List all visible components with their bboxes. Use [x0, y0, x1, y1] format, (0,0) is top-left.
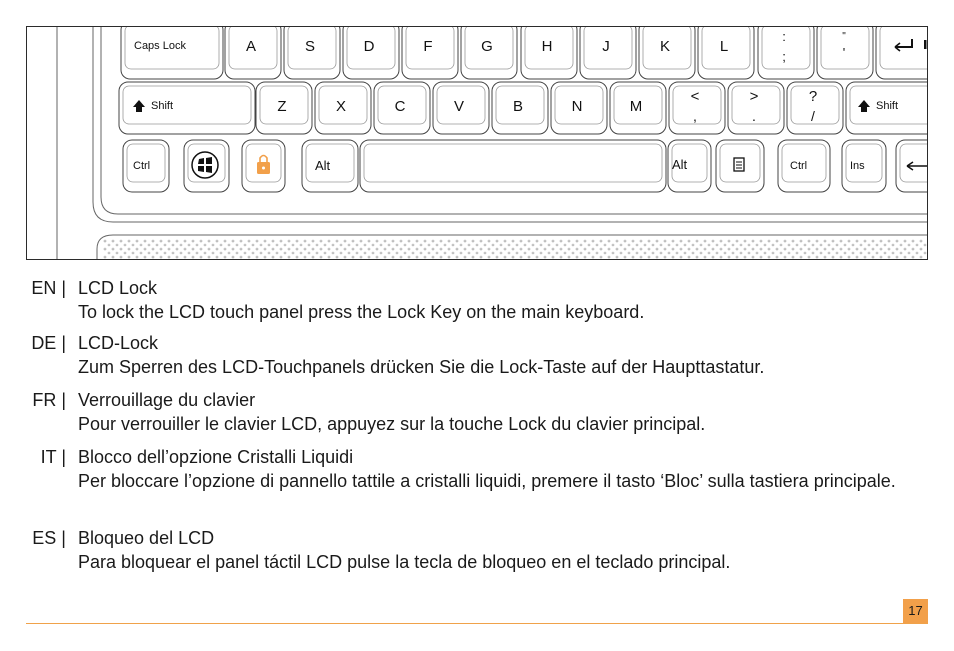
key-label: N [571, 98, 583, 115]
key-letter [256, 82, 312, 134]
key-label: L [719, 38, 729, 55]
key-label: K [659, 38, 671, 55]
key-label: H [541, 38, 553, 55]
key-label: A [245, 38, 257, 55]
key-ctrl-left [123, 140, 169, 192]
key-menu [716, 140, 764, 192]
key-letter [610, 82, 666, 134]
key-label: M [629, 98, 643, 115]
key-label: J [602, 38, 610, 55]
key-label: G [481, 38, 493, 55]
language-code: DE | [31, 333, 66, 353]
key-label: Caps Lock [134, 40, 186, 52]
key-label: B [512, 98, 524, 115]
key-label: C [394, 98, 406, 115]
key-letter [315, 82, 371, 134]
key-label: F [423, 38, 433, 55]
speaker-grille [103, 239, 928, 260]
key-label: Ctrl [790, 160, 808, 172]
key-ins [842, 140, 886, 192]
key-label: , [693, 108, 697, 124]
key-label: : [782, 29, 786, 44]
key-lock [242, 140, 285, 192]
key-punct [787, 82, 843, 134]
keyboard-illustration [26, 26, 928, 260]
section-title: Blocco dell’opzione Cristalli Liquidi [78, 447, 354, 467]
key-shift-right [846, 82, 928, 134]
key-punct [728, 82, 784, 134]
key-letter [698, 27, 754, 79]
footer-rule [26, 623, 928, 624]
key-label: X [335, 98, 347, 115]
language-code: IT | [40, 447, 66, 467]
key-enter [876, 27, 928, 79]
key-label: " [842, 31, 846, 42]
page-number: 17 [903, 599, 928, 623]
section-title: LCD-Lock [78, 333, 159, 353]
key-letter [580, 27, 636, 79]
key-label: S [304, 38, 316, 55]
key-letter [461, 27, 517, 79]
key-label: Ins [850, 160, 865, 172]
key-caps-lock [121, 27, 223, 79]
key-left-arrow [896, 140, 928, 192]
section-body: Per bloccare l’opzione di pannello tattile a cristalli liquidi, premere il tasto ‘Bloc’ sulla tastiera principale. [78, 471, 896, 491]
key-letter [402, 27, 458, 79]
key-label: / [811, 108, 815, 124]
key-punct [669, 82, 725, 134]
section-title: Verrouillage du clavier [78, 390, 256, 410]
key-label: > [749, 88, 759, 105]
key-letter [639, 27, 695, 79]
language-code: EN | [31, 278, 66, 298]
key-label: V [453, 98, 465, 115]
key-semicolon [758, 27, 814, 79]
section-body: Para bloquear el panel táctil LCD pulse la tecla de bloqueo en el teclado principal. [78, 552, 731, 572]
key-alt-left [302, 140, 358, 192]
key-label: < [690, 88, 700, 105]
key-label: Shift [151, 100, 174, 112]
key-quote [817, 27, 873, 79]
key-label: Alt [672, 157, 688, 172]
language-code: FR | [32, 390, 66, 410]
key-spacebar [360, 140, 666, 192]
key-shift-left [119, 82, 255, 134]
key-letter [343, 27, 399, 79]
key-label: ; [782, 49, 786, 64]
key-letter [225, 27, 281, 79]
key-label: ? [808, 88, 818, 105]
key-letter [551, 82, 607, 134]
section-title: LCD Lock [78, 278, 158, 298]
key-alt-right [668, 140, 711, 192]
key-label: D [363, 38, 375, 55]
key-label: Z [277, 98, 287, 115]
windows-logo-icon [192, 152, 218, 178]
language-code: ES | [32, 528, 66, 548]
key-label: Alt [315, 158, 331, 173]
key-letter [492, 82, 548, 134]
key-label: ' [842, 45, 846, 60]
key-label: Ctrl [133, 160, 151, 172]
key-windows [184, 140, 229, 192]
section-body: Zum Sperren des LCD-Touchpanels drücken Sie die Lock-Taste auf der Haupttastatur. [78, 357, 765, 377]
key-letter [433, 82, 489, 134]
key-ctrl-right [778, 140, 830, 192]
key-letter [284, 27, 340, 79]
key-label: Shift [876, 100, 899, 112]
section-body: To lock the LCD touch panel press the Lock Key on the main keyboard. [78, 302, 645, 322]
keyboard-drawing [27, 27, 928, 260]
section-body: Pour verrouiller le clavier LCD, appuyez sur la touche Lock du clavier principal. [78, 414, 706, 434]
key-letter [374, 82, 430, 134]
section-title: Bloqueo del LCD [78, 528, 215, 548]
key-letter [521, 27, 577, 79]
key-label: . [752, 108, 756, 124]
